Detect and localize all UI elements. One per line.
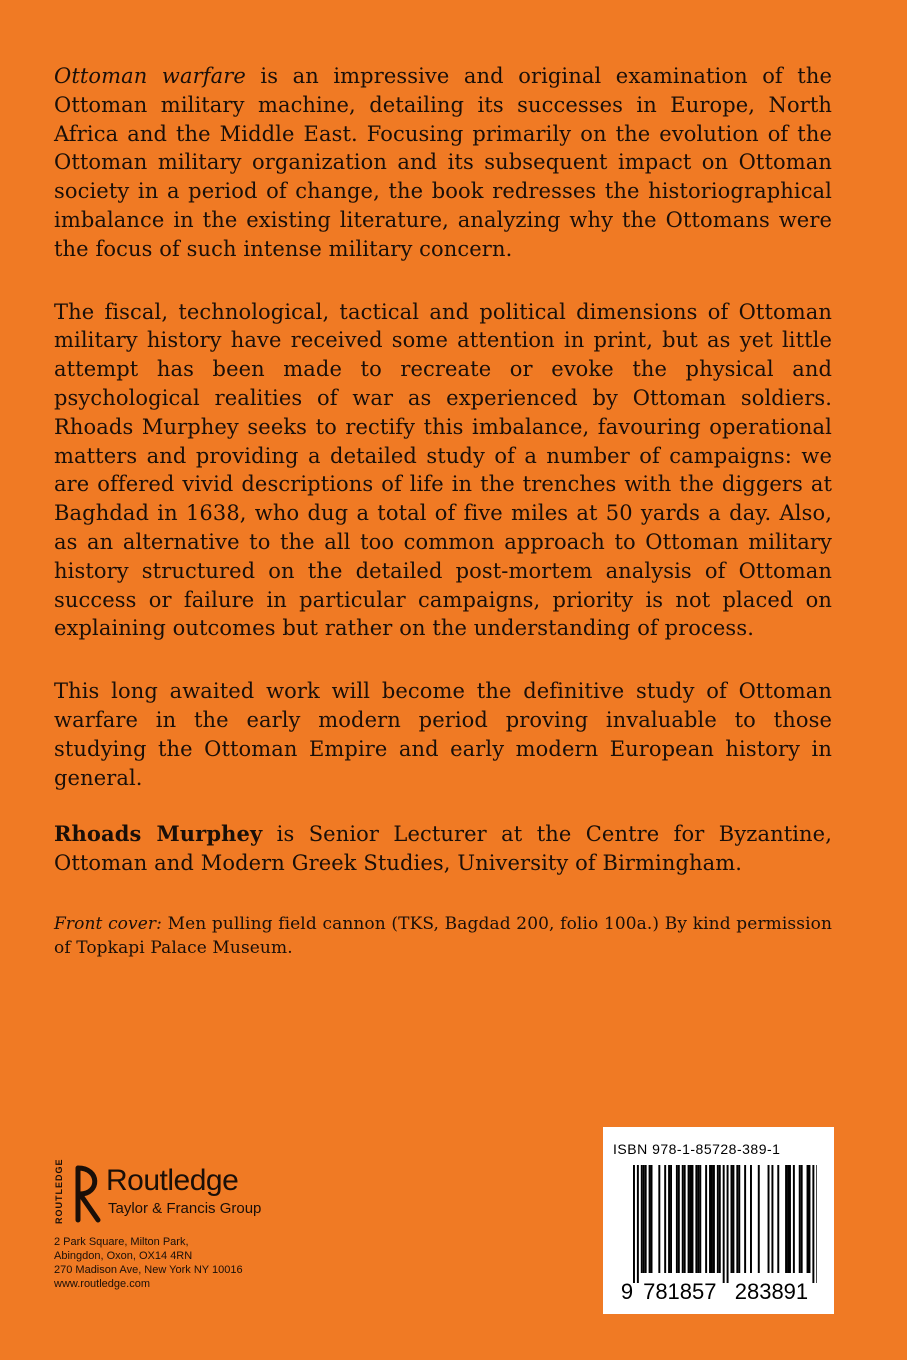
barcode-bar <box>711 1165 713 1273</box>
barcode-bar <box>785 1165 787 1273</box>
barcode-bar <box>651 1165 653 1273</box>
barcode-bar <box>664 1165 666 1273</box>
barcode-bar <box>641 1165 643 1273</box>
book-title: Ottoman warfare <box>54 64 246 88</box>
barcode-bar <box>697 1165 699 1273</box>
address-line: Abingdon, Oxon, OX14 4RN <box>54 1250 193 1262</box>
barcode-bar <box>771 1165 773 1273</box>
barcode-bar <box>793 1165 795 1273</box>
barcode-bar <box>750 1165 752 1273</box>
author-bio-text: is Senior Lecturer at the Centre for Byzantine, Ottoman and Modern Greek Studies, University of Birmingham. <box>54 822 832 876</box>
barcode-bar <box>789 1165 791 1273</box>
barcode-bar <box>658 1165 660 1273</box>
back-cover-text <box>54 62 832 960</box>
barcode-bar <box>719 1165 721 1273</box>
barcode-graphic <box>621 1165 817 1303</box>
barcode-bar <box>699 1165 701 1273</box>
barcode-bar <box>717 1165 719 1273</box>
publisher-name: Routledge <box>106 1164 239 1197</box>
description-paragraph-1 <box>54 62 832 264</box>
barcode-bar <box>713 1165 715 1273</box>
barcode-bar <box>732 1165 734 1273</box>
publisher-website: www.routledge.com <box>54 1278 150 1290</box>
barcode-bar <box>649 1165 651 1273</box>
barcode-bar <box>705 1165 707 1273</box>
barcode-bar <box>777 1165 779 1273</box>
barcode-bar <box>643 1165 645 1273</box>
barcode-bar <box>738 1165 740 1273</box>
barcode-digits: 9 <box>621 1279 634 1303</box>
barcode-bar <box>709 1165 711 1273</box>
barcode-bar <box>731 1165 733 1273</box>
barcode-bar <box>678 1165 680 1273</box>
cover-credit-label: Front cover: <box>54 913 162 934</box>
barcode-bar <box>727 1165 729 1283</box>
barcode-bar <box>682 1165 684 1273</box>
barcode-bar <box>816 1165 817 1283</box>
barcode-digits: 283891 <box>734 1279 809 1303</box>
barcode-bar <box>645 1165 647 1273</box>
barcode-bar <box>744 1165 746 1273</box>
barcode-bar <box>637 1165 639 1283</box>
cover-credit <box>54 912 832 960</box>
author-name: Rhoads Murphey <box>54 821 263 847</box>
barcode-bar <box>758 1165 760 1273</box>
cover-credit-text: Men pulling field cannon (TKS, Bagdad 200, folio 100a.) By kind permission of Topkapi Palace Museum. <box>54 913 832 958</box>
barcode-bar <box>812 1165 814 1283</box>
barcode-bar <box>768 1165 770 1273</box>
description-paragraph-1-text: is an impressive and original examination of the Ottoman military machine, detailing its successes in Europe, North Africa and the Middle East. Focusing primarily on the evolution of the Ottoman military organization and its subsequent impact on Ottoman society in a period of change, the book redresses the historiographical imbalance in the existing literature, analyzing why the Ottomans were the focus of such intense military concern. <box>54 64 832 261</box>
barcode-bar <box>787 1165 789 1273</box>
address-line: 270 Madison Ave, New York NY 10016 <box>54 1264 243 1276</box>
isbn-barcode-panel <box>603 1127 834 1314</box>
publisher-vertical-wordmark: ROUTLEDGE <box>54 1158 64 1224</box>
barcode-bar <box>695 1165 697 1273</box>
barcode-bar <box>736 1165 738 1273</box>
barcode-bar <box>692 1165 694 1273</box>
address-line: 2 Park Square, Milton Park, <box>54 1236 189 1248</box>
description-paragraph-3: This long awaited work will become the definitive study of Ottoman warfare in the early modern period proving invaluable to those studying the Ottoman Empire and early modern European history in general. <box>54 679 832 790</box>
barcode-bar <box>684 1165 686 1273</box>
routledge-r-logo-icon <box>74 1164 102 1224</box>
barcode-bar <box>676 1165 678 1273</box>
barcode-bar <box>690 1165 692 1273</box>
publisher-group: Taylor & Francis Group <box>108 1200 262 1217</box>
description-paragraph-2: The fiscal, technological, tactical and political dimensions of Ottoman military history have received some attention in print, but as yet little attempt has been made to recreate or evoke the physical and psychological realities of war as experienced by Ottoman soldiers. Rhoads Murphey seeks to rectify this imbalance, favouring operational matters and providing a detailed study of a number of campaigns: we are offered vivid descriptions of life in the trenches with the diggers at Baghdad in 1638, who dug a total of five miles at 50 yards a day. Also, as an alternative to the all too common approach to Ottoman military history structured on the detailed post-mortem analysis of Ottoman success or failure in particular campaigns, priority is not placed on explaining outcomes but rather on the understanding of process. <box>54 299 832 641</box>
barcode-bar <box>668 1165 670 1273</box>
barcode-digits: 781857 <box>643 1279 717 1303</box>
barcode-bar <box>688 1165 690 1273</box>
barcode-bar <box>723 1165 725 1283</box>
publisher-block <box>54 1160 354 1310</box>
publisher-address <box>54 1235 243 1291</box>
barcode-bar <box>801 1165 803 1273</box>
isbn-label: ISBN 978-1-85728-389-1 <box>613 1141 781 1157</box>
barcode-bar <box>809 1165 811 1273</box>
barcode-bar <box>799 1165 801 1273</box>
author-bio <box>54 820 832 878</box>
barcode-bar <box>670 1165 672 1273</box>
barcode-bar <box>807 1165 809 1273</box>
barcode-bar <box>633 1165 635 1283</box>
